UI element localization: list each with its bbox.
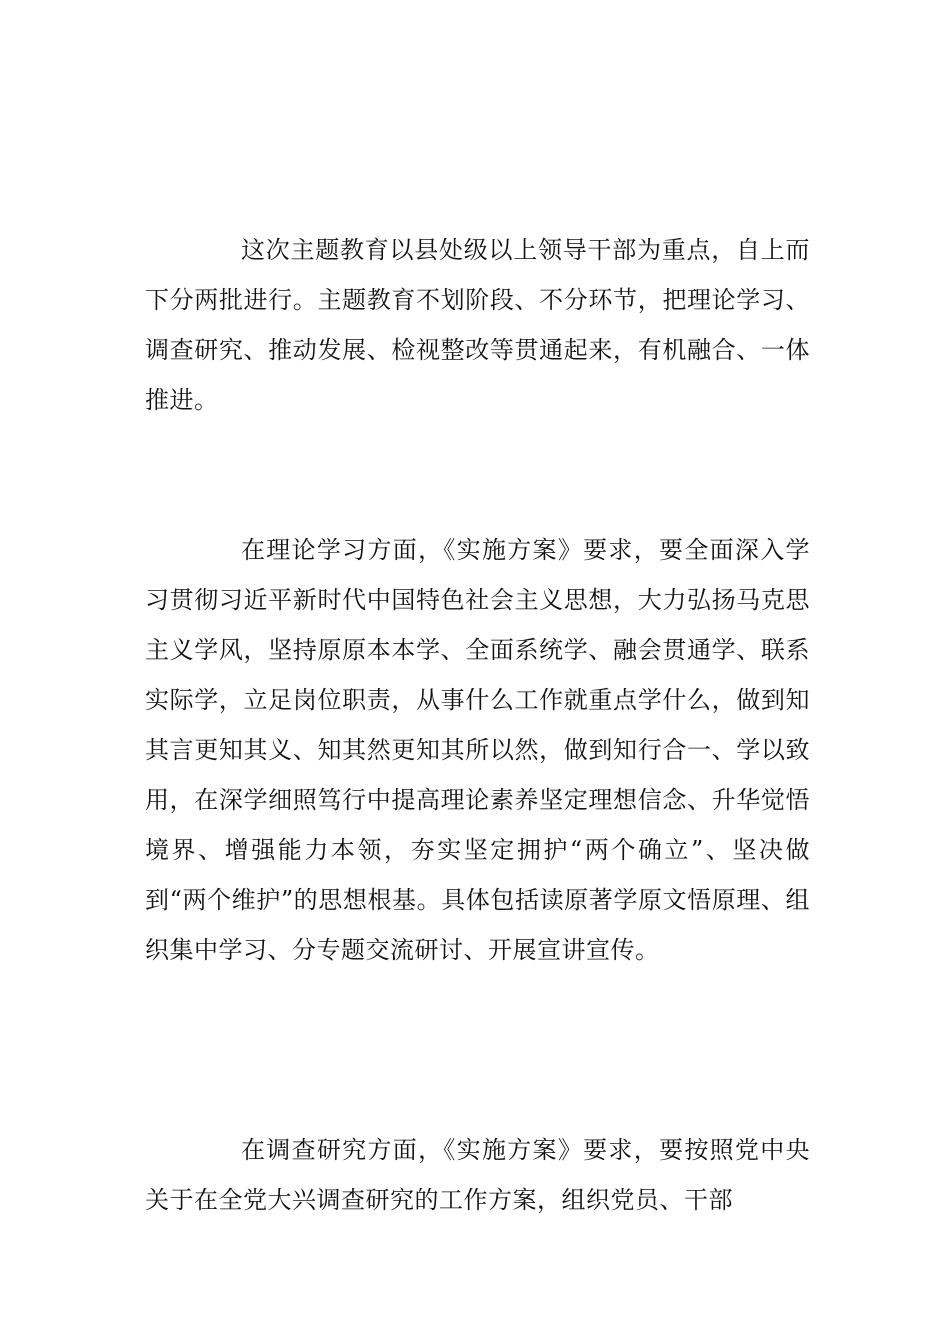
paragraph-main-focus: 这次主题教育以县处级以上领导干部为重点，自上而下分两批进行。主题教育不划阶段、不分环节，把理论学习、调查研究、推动发展、检视整改等贯通起来，有机融合、一体推进。 xyxy=(145,236,810,414)
paragraph-research: 在调查研究方面，《实施方案》要求，要按照党中央关于在全党大兴调查研究的工作方案，组织党员、干部 xyxy=(145,1136,810,1214)
paragraph-theory-study: 在理论学习方面，《实施方案》要求，要全面深入学习贯彻习近平新时代中国特色社会主义思想，大力弘扬马克思主义学风，坚持原原本本学、全面系统学、融会贯通学、联系实际学，立足岗位职责，从事什么工作就重点学什么，做到知其言更知其义、知其然更知其所以然，做到知行合一、学以致用，在深学细照笃行中提高理论素养坚定理想信念、升华觉悟境界、增强能力本领，夯实坚定拥护“两个确立”、坚决做到“两个维护”的思想根基。具体包括读原著学原文悟原理、组织集中学习、分专题交流研讨、开展宣讲宣传。 xyxy=(145,536,810,964)
